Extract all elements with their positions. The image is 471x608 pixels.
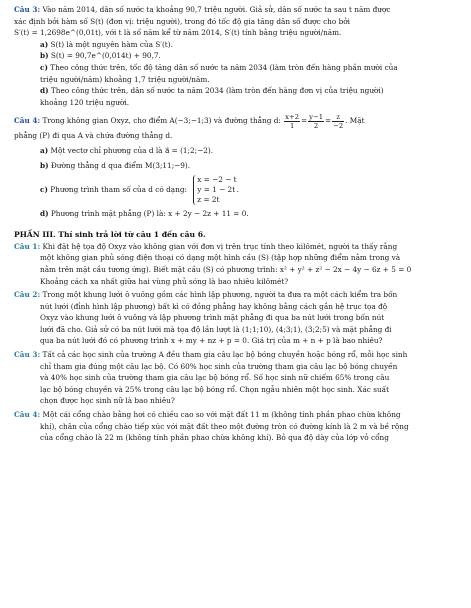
option-d: d) Theo công thức trên, dân số nước ta năm 2034 (làm tròn đến hàng đơn vị của triệu người) — [40, 86, 384, 96]
question-4-line-1: Câu 4: Trong không gian Oxyz, cho điểm A(−3;−1;3) và đường thẳng d: $\frac{x+2}{1}$ = $\frac{y-1}{2}$ = $\frac{z}{-2}$ . Mặt — [14, 112, 365, 130]
option-d-cont: khoảng 120 triệu người. — [40, 97, 130, 107]
question-3-line-3: S′(t) = 1,2698e^(0,01t), với t là số năm kể từ năm 2014, S′(t) tính bằng triệu người/năm. — [14, 28, 342, 38]
fraction-y: $\frac{y-1}{2}$ — [309, 112, 324, 130]
option-d: d) Phương trình mặt phẳng (P) là: x + 2y − 2z + 11 = 0. — [40, 209, 249, 219]
question-4-line-2: phẳng (P) đi qua A và chứa đường thẳng d. — [14, 131, 173, 141]
option-a: a) Một vectơ chỉ phương của d là a⃗ = (1;2;−2). — [40, 145, 214, 155]
part3-question-3: Câu 3: Tất cả các học sinh của trường A đều tham gia câu lạc bộ bóng chuyền hoặc bóng rổ, mỗi học sinh chỉ tham gia đúng một câu lạc bộ. Có 60% học sinh của trường tham gia câu lạc bộ bóng chuyền và 40% học sinh của trường tham gia câu lạc bộ bóng rổ. Số học sinh nữ chiếm 65% trong câu lạc bộ bóng chuyền và 25% trong câu lạc bộ bóng rổ. Chọn ngẫu nhiên một học sinh. Xác suất chọn được học sinh nữ là bao nhiêu? — [14, 350, 408, 406]
part3-question-4: Câu 4: Một cái cổng chào bằng hơi có chiều cao so với mặt đất 11 m (không tính phần phao chừa không khí), chân của cổng chào tiếp xúc với mặt đất theo một đường tròn có đường kính là 2 m và bề rộng của cổng chào là 22 m (không tính phần phao chừa không khí). Bỏ qua độ dày của lớp vỏ cổng — [14, 410, 409, 443]
question-4 — [14, 112, 459, 219]
fraction-z: $\frac{z}{-2}$ — [333, 112, 344, 130]
question-number: Câu 3: — [14, 5, 41, 14]
fraction-x: $\frac{x+2}{1}$ — [285, 112, 300, 130]
option-c: c) Phương trình tham số của d có dạng: x = −2 − t y = 1 − 2t z = 2t . — [40, 175, 239, 205]
option-c: c) Theo công thức trên, tốc độ tăng dân số nước ta năm 2034 (làm tròn đến hàng phần mười của — [40, 62, 398, 72]
part3-question-2: Câu 2: Trong một khung lưới ô vuông gồm các hình lập phương, người ta đưa ra một cách kiểm tra bốn nút lưới (đỉnh hình lập phương) bất kì có đồng phẳng hay không bằng cách gắn hệ trục tọa độ Oxyz vào khung lưới ô vuông và lập phương trình mặt phẳng đi qua ba nút lưới trong bốn nút lưới đã cho. Giả sử có ba nút lưới mà tọa độ lần lượt là (1;1;10), (4;3;1), (3;2;5) và mặt phẳng đi qua ba nút lưới đó có phương trình x + my + nz + p = 0. Giá trị của m + n + p là bao nhiêu? — [14, 290, 398, 346]
section-title: PHẦN III. Thí sinh trả lời từ câu 1 đến câu 6. — [14, 229, 206, 239]
question-3-line-2: xác định bởi hàm số S(t) (đơn vị: triệu người), trong đó tốc độ gia tăng dân số được cho bởi — [14, 16, 350, 26]
option-a: a) S(t) là một nguyên hàm của S′(t). — [40, 39, 173, 49]
question-3 — [14, 4, 459, 108]
parametric-system: x = −2 − t y = 1 − 2t z = 2t — [193, 175, 236, 205]
question-3-line-1: Câu 3: Vào năm 2014, dân số nước ta khoảng 90,7 triệu người. Giả sử, dân số nước ta sau t năm được — [14, 5, 391, 14]
part3-question-1: Câu 1: Khi đặt hệ tọa độ Oxyz vào không gian với đơn vị trên trục tính theo kilômét, người ta thấy rằng một không gian phủ sóng điện thoại có dạng một hình cầu (S) (tập hợp những điểm nằm trong và nằm trên mặt cầu tương ứng). Biết mặt cầu (S) có phương trình: x² + y² + z² − 2x − 4y − 6z + 5 = 0 Khoảng cách xa nhất giữa hai vùng phủ sóng là bao nhiêu kilômét? — [14, 241, 412, 286]
option-c-cont: triệu người/năm) khoảng 1,7 triệu người/năm. — [40, 74, 210, 84]
option-b: b) Đường thẳng d qua điểm M(3;11;−9). — [40, 160, 191, 170]
option-b: b) S(t) = 90,7e^(0,014t) + 90,7. — [40, 51, 161, 61]
